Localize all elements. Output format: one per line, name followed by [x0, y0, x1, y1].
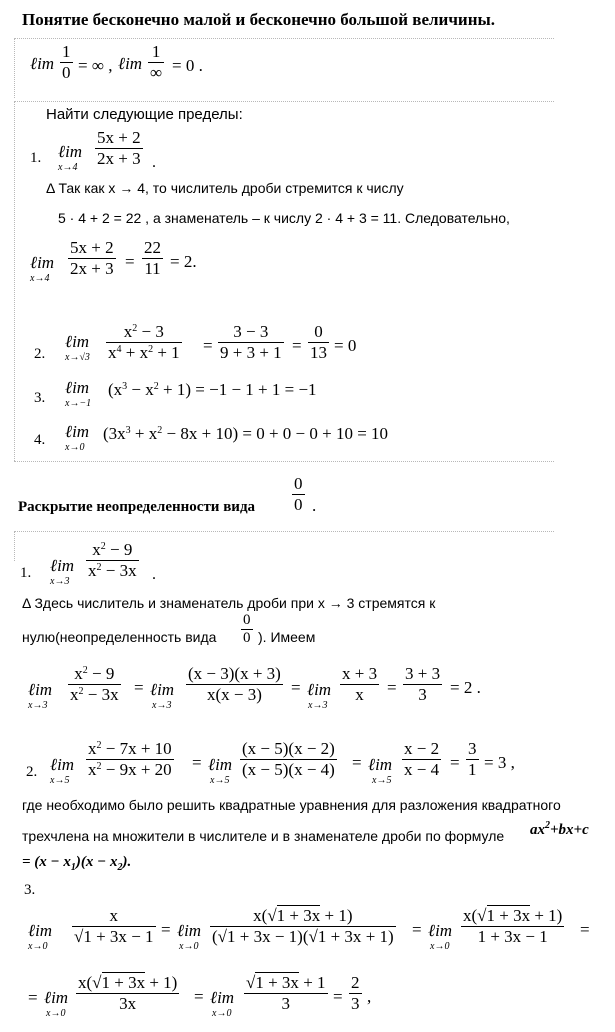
divider-vertical: [14, 38, 15, 98]
divider: [14, 531, 554, 532]
divider: [14, 461, 554, 462]
problem1-explanation: Δ Так как x → 4, то числитель дроби стремится к числу: [46, 180, 404, 196]
divider: [14, 38, 554, 39]
divider: [14, 101, 554, 102]
problem-number: 3.: [34, 390, 46, 406]
problem-number: 3.: [24, 882, 36, 898]
s3-problem1-explanation-continued: [22, 629, 216, 645]
problem-number: 1.: [30, 150, 42, 166]
s3-problem1-text-part1: нулю(неопределенность вида: [22, 629, 217, 645]
s3-problem1-explanation: Δ Здесь числитель и знаменатель дроби при x → 3 стремятся к: [22, 595, 436, 611]
divider-vertical: [14, 531, 15, 561]
s3-problem2-explanation-continued: трехчлена на множители в числителе и в знаменателе дроби по формуле: [22, 828, 505, 844]
intro-text: Найти следующие пределы:: [46, 106, 243, 123]
section-title-indeterminacy: Раскрытие неопределенности вида: [18, 499, 256, 515]
problem-number: 4.: [34, 432, 46, 448]
divider-vertical: [14, 101, 15, 461]
s3-problem2-explanation: где необходимо было решить квадратные уравнения для разложения квадратного: [22, 797, 561, 813]
s3-problem1-text-part2: ). Имеем: [258, 629, 316, 645]
problem-number: 2.: [26, 764, 38, 780]
problem1-explanation-continued: 5 · 4 + 2 = 22 , а знаменатель – к числу 2 · 4 + 3 = 11. Следовательно,: [58, 210, 510, 226]
problem-number: 1.: [20, 565, 32, 581]
problem-number: 2.: [34, 346, 46, 362]
section-title-infinitesimal: Понятие бесконечно малой и бесконечно большой величины.: [22, 10, 496, 29]
